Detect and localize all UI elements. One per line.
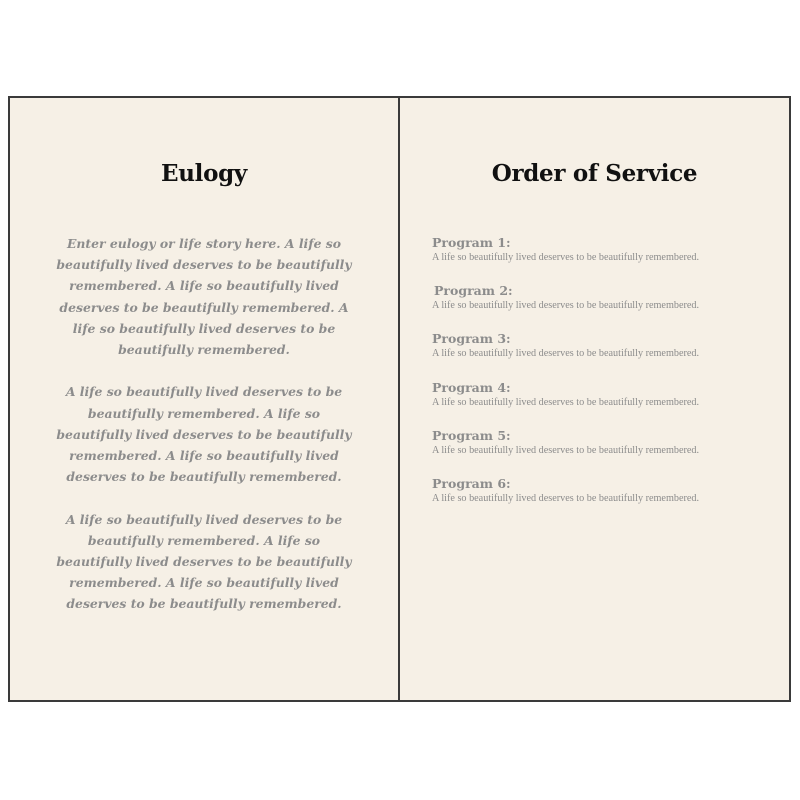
program-label: Program 1:	[432, 235, 511, 250]
program-item	[432, 476, 769, 524]
program-label: Program 5:	[432, 427, 511, 443]
eulogy-paragraph: A life so beautifully lived deserves to be beautifully remembered. A life so beautifully lived deserves to be beautifully remembered. A life so beautifully lived deserves to be beautifully remembered.	[56, 511, 352, 612]
program-description: A life so beautifully lived deserves to be beautifully remembered.	[432, 300, 700, 312]
eulogy-body	[50, 233, 358, 636]
order-of-service-title: Order of Service	[491, 160, 698, 187]
program-item	[432, 331, 769, 379]
eulogy-panel	[10, 98, 400, 700]
program-item	[432, 428, 769, 476]
program-label: Program 4:	[432, 379, 511, 395]
program-item	[432, 235, 769, 283]
program-label: Program 6:	[432, 475, 511, 491]
program-description: A life so beautifully lived deserves to be beautifully remembered.	[432, 252, 700, 263]
program-list	[432, 235, 769, 524]
eulogy-title: Eulogy	[161, 160, 247, 187]
program-description: A life so beautifully lived deserves to be beautifully remembered.	[432, 348, 700, 360]
order-of-service-panel	[400, 98, 789, 700]
eulogy-paragraph: A life so beautifully lived deserves to be beautifully remembered. A life so beautifully lived deserves to be beautifully remembered. A life so beautifully lived deserves to be beautifully remembered.	[56, 384, 352, 485]
program-item	[432, 283, 769, 331]
program-item	[432, 380, 769, 428]
program-description: A life so beautifully lived deserves to be beautifully remembered.	[432, 492, 700, 504]
program-spread	[8, 96, 791, 702]
program-label: Program 3:	[432, 331, 511, 347]
program-description: A life so beautifully lived deserves to be beautifully remembered.	[432, 444, 700, 456]
program-description: A life so beautifully lived deserves to be beautifully remembered.	[432, 396, 700, 408]
eulogy-paragraph: Enter eulogy or life story here. A life so beautifully lived deserves to be beautifully remembered. A life so beautifully lived deserves to be beautifully remembered. A life so beautifully lived deserves to be beautifully remembered.	[56, 236, 352, 358]
program-label: Program 2:	[434, 283, 513, 299]
